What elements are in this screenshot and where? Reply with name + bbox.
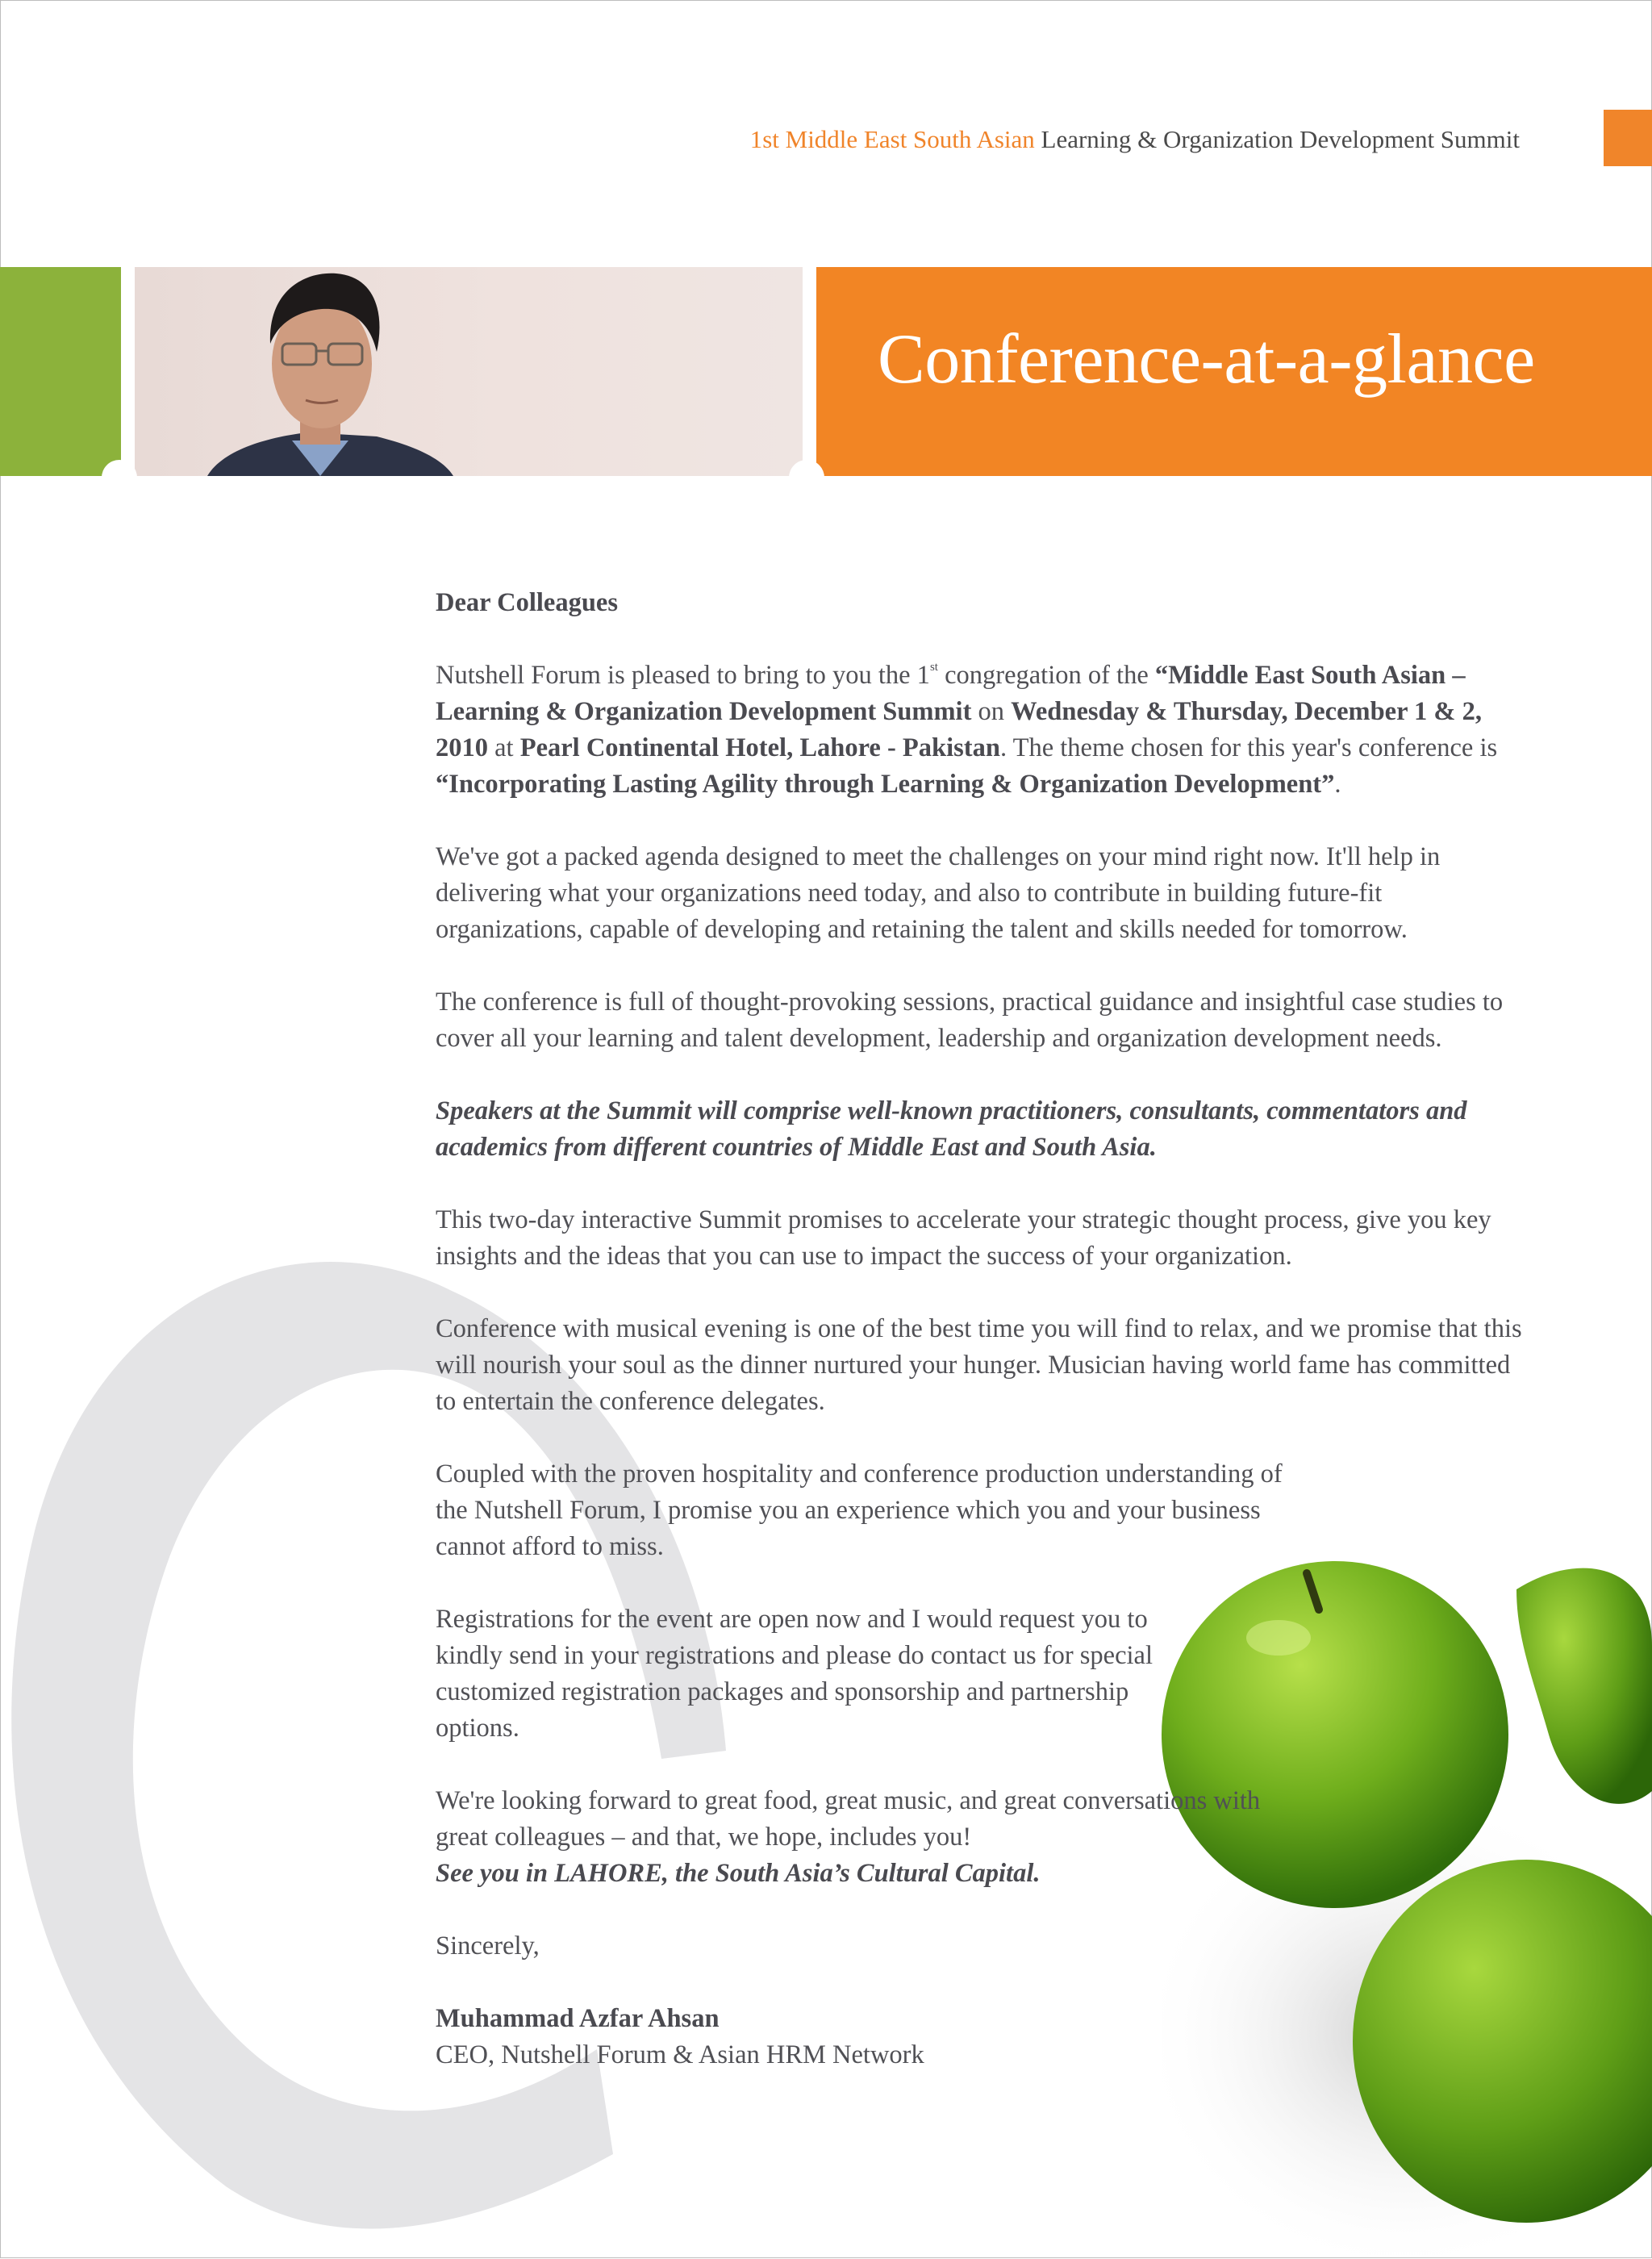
speaker-portrait-illustration: [135, 267, 803, 476]
summit-header-line: [750, 125, 1520, 154]
salutation: Dear Colleagues: [436, 588, 618, 617]
letter-body: [436, 585, 1533, 2073]
orange-corner-tab: [1604, 110, 1652, 166]
banner-title: Conference-at-a-glance: [878, 320, 1535, 399]
letter-paragraph-speakers: Speakers at the Summit will comprise well-known practitioners, consultants, commentators and academics from different countries of Middle East and South Asia.: [436, 1096, 1467, 1162]
banner-green-block: [0, 267, 121, 476]
summit-header-rest: Learning & Organization Development Summit: [1034, 125, 1520, 153]
letter-paragraph-musical: Conference with musical evening is one of the best time you will find to relax, and we promise that this will nourish your soul as the dinner nurtured your hunger. Musician having world fame has committed to entertain the conference delegates.: [436, 1314, 1522, 1416]
letter-paragraph-agenda: We've got a packed agenda designed to meet the challenges on your mind right now. It'll help in delivering what your organizations need today, and also to contribute in building future-fit organizations, capable of developing and retaining the talent and skills needed for tomorrow.: [436, 842, 1441, 944]
letter-paragraph-intro: Nutshell Forum is pleased to bring to you the 1st congregation of the “Middle East South Asian – Learning & Organization Development Summit on Wednesday & Thursday, December 1 & 2, 2010 at Pearl Continental Hotel, Lahore - Pakistan. The theme chosen for this year's conference is “Incorporating Lasting Agility through Learning & Organization Development”.: [436, 661, 1498, 799]
letter-paragraph-closing: We're looking forward to great food, great music, and great conversations with great colleagues – and that, we hope, includes you! See you in LAHORE, the South Asia’s Cultural Capital.: [436, 1786, 1261, 1888]
letter-closing-emphasis: See you in LAHORE, the South Asia’s Cultural Capital.: [436, 1859, 1041, 1888]
letter-closing: Sincerely,: [436, 1931, 540, 1960]
letter-paragraph-registrations: Registrations for the event are open now and I would request you to kindly send in your registrations and please do contact us for special customized registration packages and sponsorship and partnership options.: [436, 1605, 1153, 1743]
signature-block: [436, 2001, 1533, 2073]
letter-paragraph-sessions: The conference is full of thought-provoking sessions, practical guidance and insightful case studies to cover all your learning and talent development, leadership and organization development needs.: [436, 988, 1504, 1053]
signer-title: CEO, Nutshell Forum & Asian HRM Network: [436, 2040, 924, 2069]
banner-notch-left: [102, 460, 137, 495]
letter-paragraph-hospitality: Coupled with the proven hospitality and conference production understanding of the Nutshell Forum, I promise you an experience which you and your business cannot afford to miss.: [436, 1459, 1283, 1561]
letter-paragraph-summit: This two-day interactive Summit promises to accelerate your strategic thought process, give you key insights and the ideas that you can use to impact the success of your organization.: [436, 1205, 1491, 1271]
speaker-photo: [135, 267, 803, 476]
summit-header-accent: 1st Middle East South Asian: [749, 125, 1035, 153]
banner-notch-right: [789, 460, 824, 495]
signer-name: Muhammad Azfar Ahsan: [436, 2004, 720, 2033]
